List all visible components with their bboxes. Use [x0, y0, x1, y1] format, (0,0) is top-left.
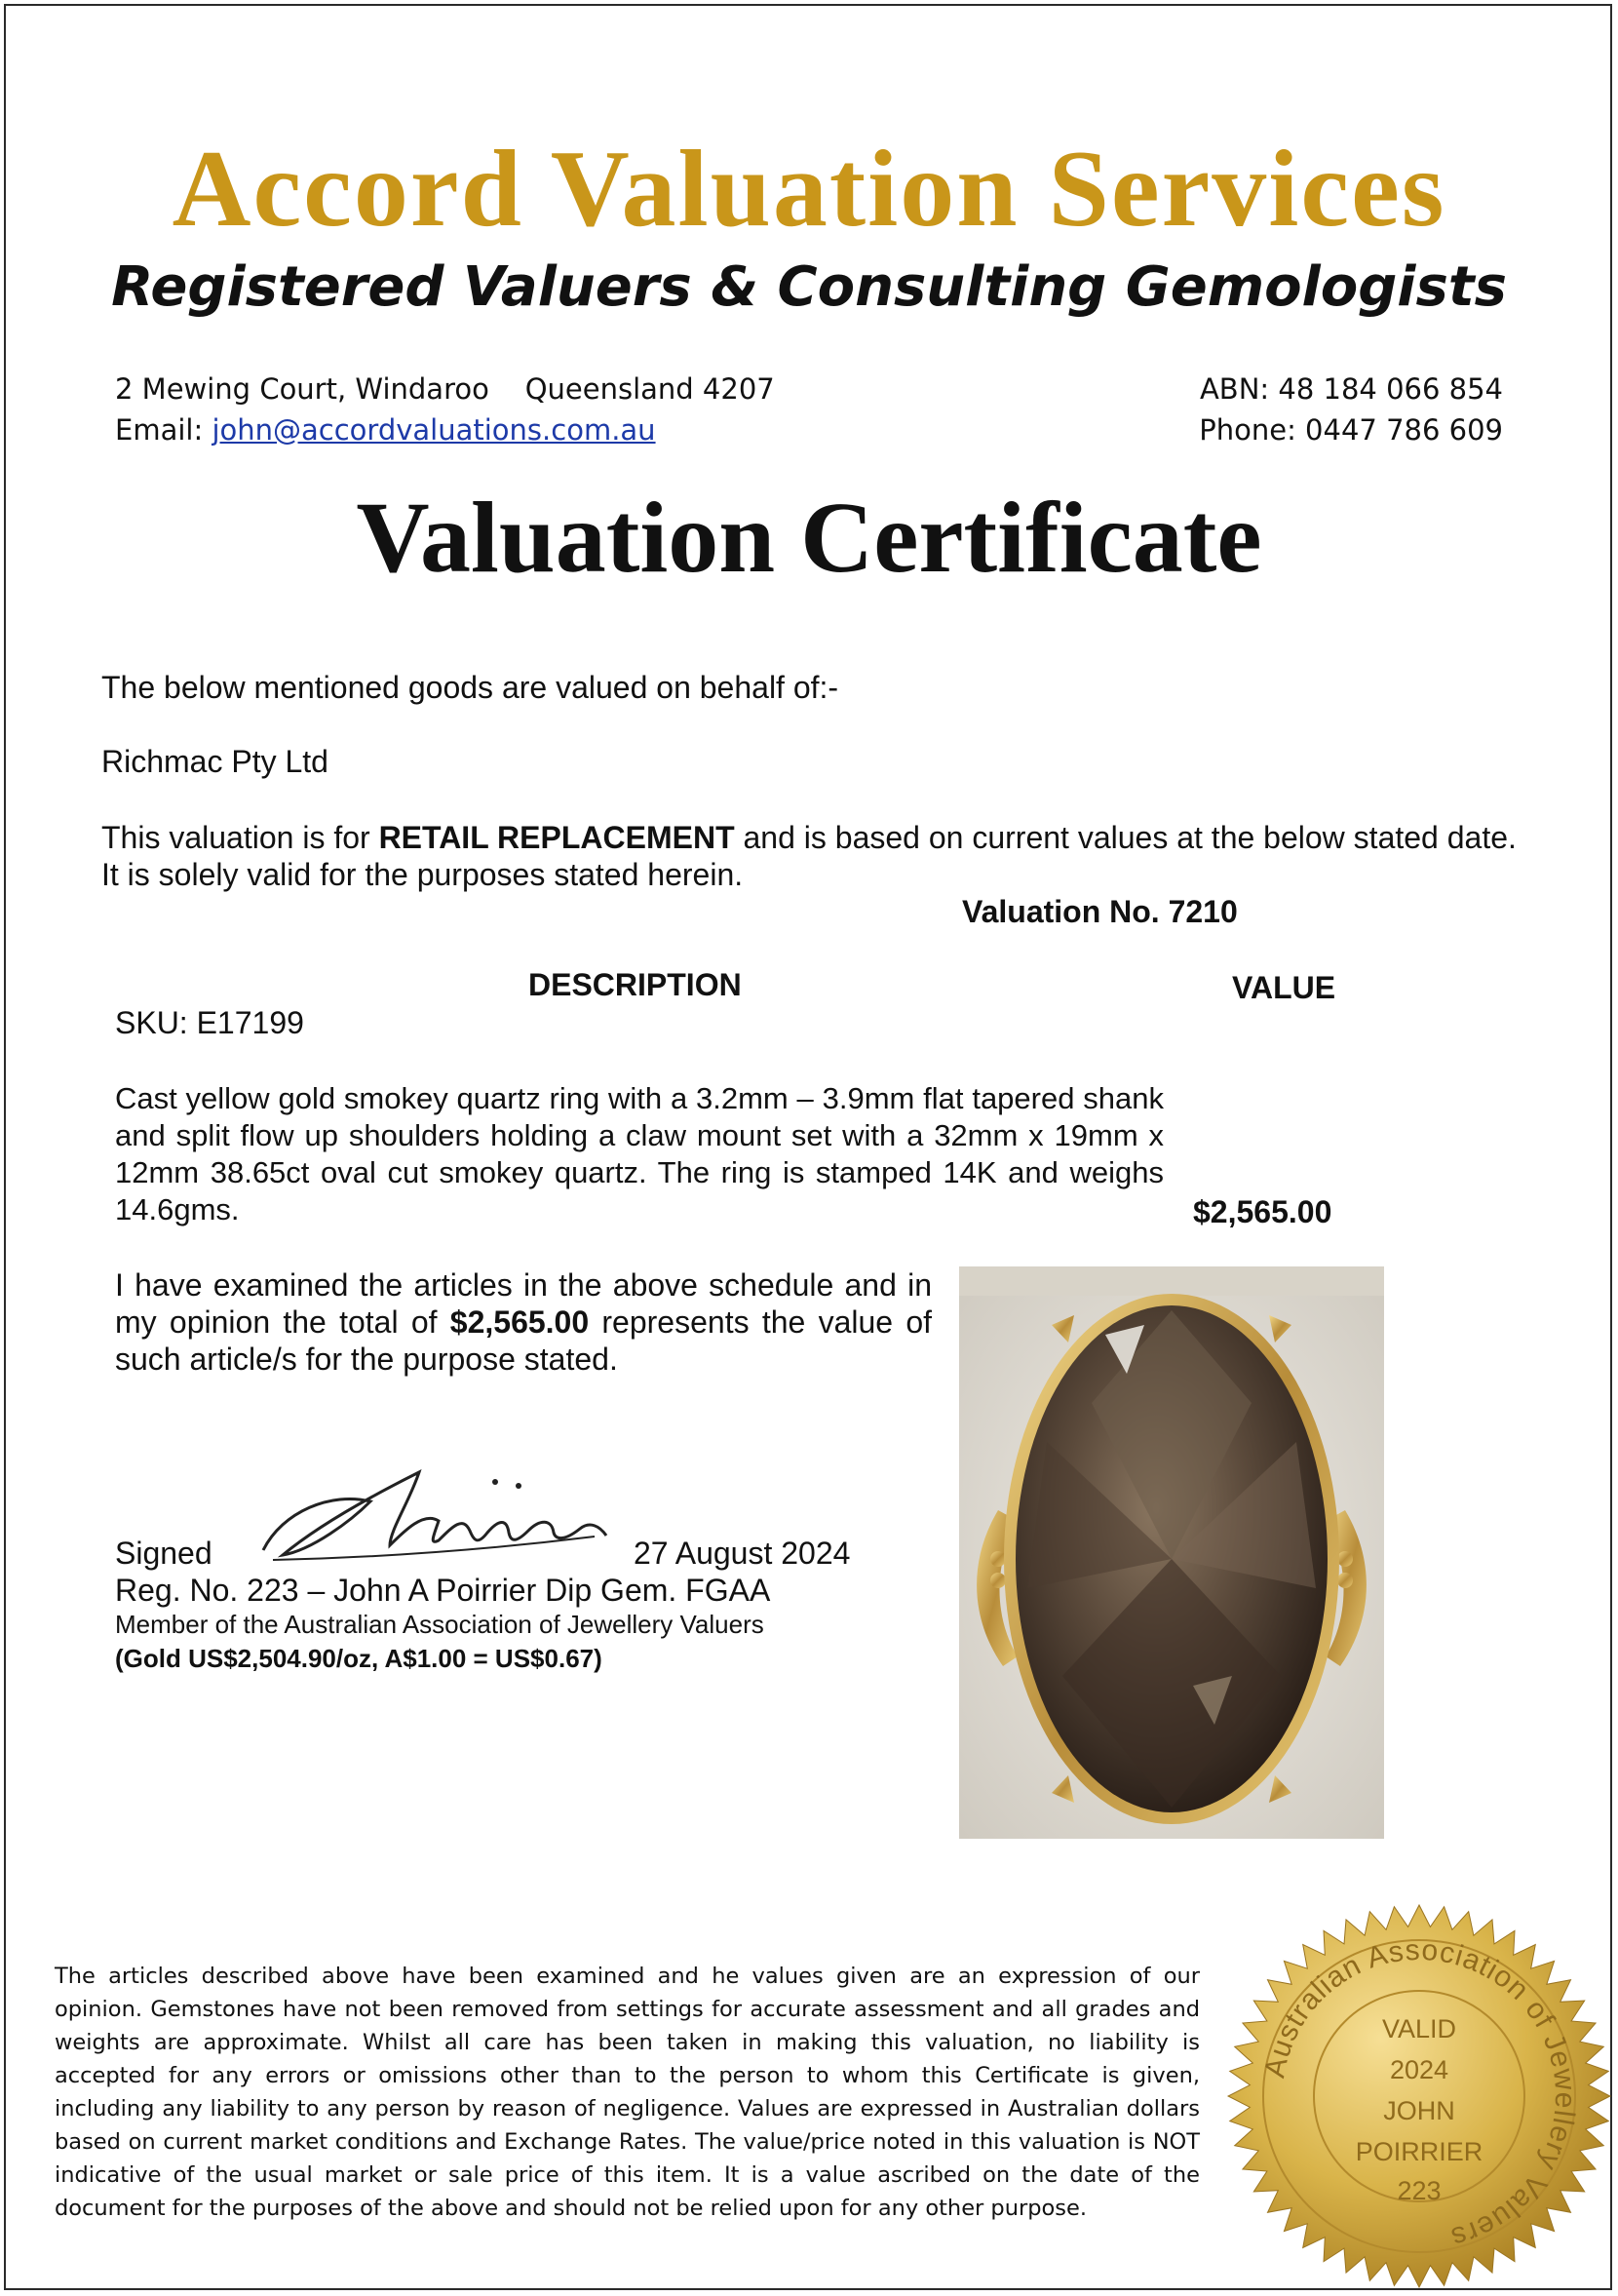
- abn: ABN: 48 184 066 854: [1199, 372, 1503, 406]
- membership: Member of the Australian Association of Jewellery Valuers: [115, 1610, 764, 1639]
- signature-image: [244, 1443, 634, 1579]
- ring-photo: [959, 1266, 1384, 1839]
- description-header: DESCRIPTION: [528, 967, 742, 1002]
- purpose-pre: This valuation is for: [101, 820, 379, 855]
- sku: SKU: E17199: [115, 1005, 304, 1040]
- seal-line-4: POIRRIER: [1355, 2137, 1483, 2166]
- signed-date: 27 August 2024: [634, 1536, 851, 1571]
- behalf-text: The below mentioned goods are valued on behalf of:-: [101, 670, 839, 705]
- value-header: VALUE: [1232, 970, 1336, 1005]
- purpose-post: and is based on current values at the below stated date. It is solely valid for the purposes stated herein.: [101, 820, 1517, 892]
- opinion-amount: $2,565.00: [449, 1304, 590, 1340]
- seal-line-5: 223: [1397, 2176, 1442, 2205]
- email-link[interactable]: john@accordvaluations.com.au: [212, 413, 656, 447]
- opinion-text: [115, 1266, 932, 1378]
- valuation-number: Valuation No. 7210: [962, 894, 1238, 929]
- gold-seal: [1224, 1901, 1614, 2291]
- seal-line-2: 2024: [1389, 2055, 1449, 2084]
- registration-number: Reg. No. 223 – John A Poirrier Dip Gem. FGAA: [115, 1573, 771, 1608]
- exchange-rates: (Gold US$2,504.90/oz, A$1.00 = US$0.67): [115, 1644, 602, 1673]
- email-label: Email:: [115, 413, 204, 447]
- ring-image: [959, 1266, 1384, 1839]
- company-tagline: Registered Valuers & Consulting Gemologists: [111, 255, 1507, 319]
- signed-label: Signed: [115, 1536, 212, 1571]
- item-value: $2,565.00: [1193, 1194, 1332, 1229]
- seal-line-1: VALID: [1381, 2014, 1457, 2043]
- opinion-pre: I have examined the articles in the above schedule and in my opinion the total of: [115, 1267, 932, 1340]
- client-name: Richmac Pty Ltd: [101, 744, 328, 779]
- opinion-post: represents the value of such article/s for the purpose stated.: [115, 1304, 933, 1377]
- email-line: [115, 413, 656, 447]
- phone: Phone: 0447 786 609: [1199, 413, 1503, 447]
- purpose-type: RETAIL REPLACEMENT: [378, 820, 735, 855]
- item-description: Cast yellow gold smokey quartz ring with a 3.2mm – 3.9mm flat tapered shank and split flow up shoulders holding a claw mount set with a 32mm x 19mm x 12mm 38.65ct oval cut smokey quartz. The ring is stamped 14K and weighs 14.6gms.: [115, 1081, 1164, 1226]
- address: 2 Mewing Court, Windaroo Queensland 4207: [115, 372, 775, 406]
- purpose-text: [101, 819, 1524, 893]
- disclaimer-text: The articles described above have been examined and he values given are an expression of our opinion. Gemstones have not been removed from settings for accurate assessment and all grades and weights are approximate. Whilst all care has been taken in making this valuation, no liability is accepted for any errors or omissions other than to the person to whom this Certificate is given, including any liability to any person by reason of negligence. Values are expressed in Australian dollars based on current market conditions and Exchange Rates. The value/price noted in this valuation is NOT indicative of the usual market or sale price of this item. It is a value ascribed on the date of the document for the purposes of the above and should not be relied upon for any other purpose.: [55, 1964, 1200, 2221]
- seal-line-3: JOHN: [1383, 2096, 1455, 2125]
- certificate-title: Valuation Certificate: [356, 482, 1262, 594]
- company-name: Accord Valuation Services: [172, 129, 1446, 250]
- seal-ring-text: Australian Association of Jewellery Valuers: [1258, 1933, 1582, 2254]
